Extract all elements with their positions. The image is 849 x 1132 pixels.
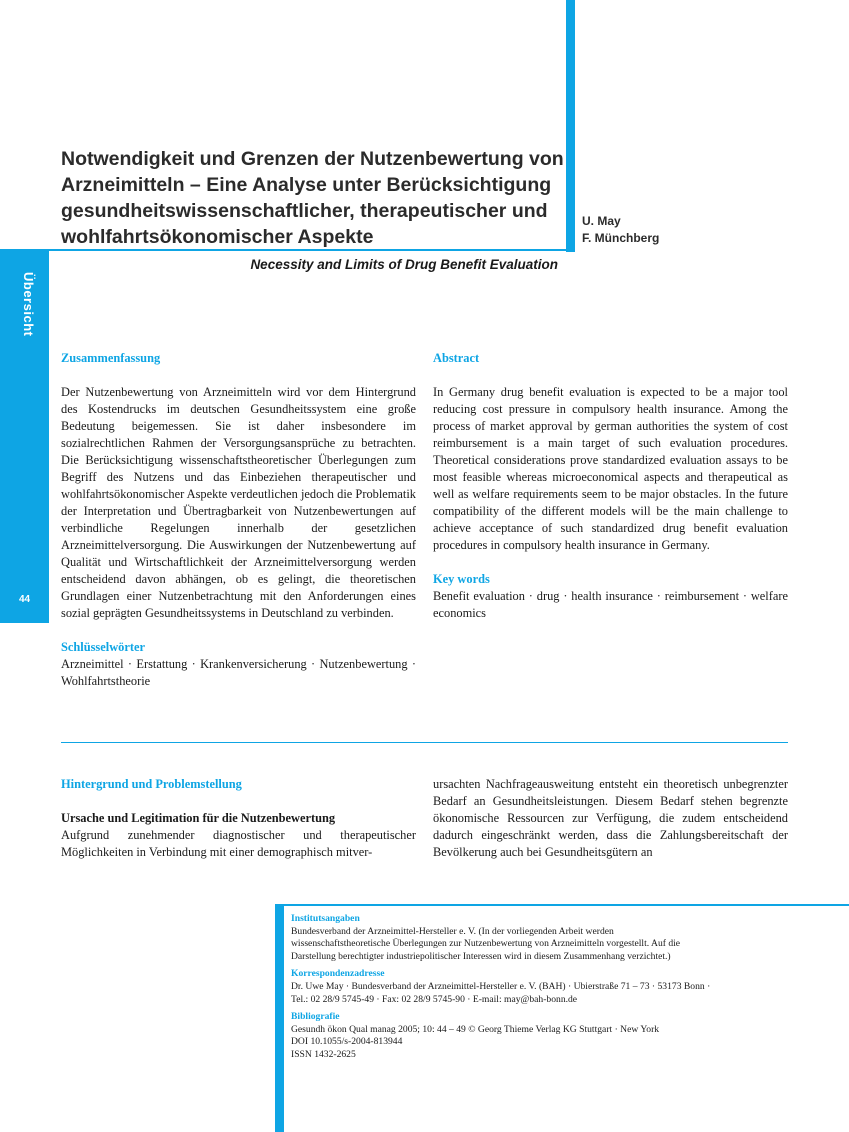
- institut-line: Darstellung berechtigter industriepolitischer Interessen wird in diesem Zusammenhang verzichtet.): [291, 950, 671, 962]
- institut-group: [291, 913, 811, 963]
- institut-heading: Institutsangaben: [291, 913, 360, 924]
- bibliografie-line: ISSN 1432-2625: [291, 1048, 356, 1060]
- body-right-column: [433, 776, 788, 861]
- bibliografie-line: Gesundh ökon Qual manag 2005; 10: 44 – 49 © Georg Thieme Verlag KG Stuttgart · New York: [291, 1023, 660, 1035]
- body-left-column: [61, 776, 416, 861]
- top-accent-bar: [566, 0, 575, 252]
- bibliografie-line: DOI 10.1055/s-2004-813944: [291, 1036, 403, 1048]
- korrespondenz-line: Dr. Uwe May · Bundesverband der Arzneimittel-Hersteller e. V. (BAH) · Ubierstraße 71 – 73 · 53173 Bonn ·: [291, 980, 711, 992]
- author-list: [582, 213, 659, 247]
- author-name: U. May: [582, 214, 621, 228]
- section-divider: [61, 742, 788, 743]
- subsection-heading: Ursache und Legitimation für die Nutzenbewertung: [61, 811, 336, 825]
- korrespondenz-group: [291, 968, 811, 1006]
- section-heading: Hintergrund und Problemstellung: [61, 777, 242, 791]
- korrespondenz-heading: Korrespondenzadresse: [291, 968, 385, 980]
- schluesselwoerter-heading: Schlüsselwörter: [61, 640, 145, 654]
- side-tab-label: Übersicht: [21, 272, 36, 337]
- bibliografie-heading: Bibliografie: [291, 1011, 340, 1023]
- zusammenfassung-section: [61, 350, 416, 690]
- key-words-text: Benefit evaluation · drug · health insurance · reimbursement · welfare economics: [433, 589, 788, 620]
- article-subtitle: Necessity and Limits of Drug Benefit Evaluation: [250, 257, 558, 272]
- body-text-right: ursachten Nachfrageausweitung entsteht ein theoretisch unbegrenzter Bedarf an Gesundheitsleistungen. Diesem Bedarf stehen begrenzte ökonomische Ressourcen zur Verfügung, die zudem entscheidend dadurch eingeschränkt werden, dass die Zahlungsbereitschaft der Bevölkerung auch bei Gesundheitsgütern an: [433, 777, 788, 859]
- institut-line: wissenschaftstheoretische Überlegungen zur Nutzenbewertung von Arzneimitteln vorgestellt. Auf die: [291, 938, 681, 950]
- article-title: Notwendigkeit und Grenzen der Nutzenbewertung von Arzneimitteln – Eine Analyse unter Berücksichtigung gesundheitswissenschaftlicher, therapeutischer und wohlfahrtsökonomischer Aspekte: [61, 148, 564, 248]
- korrespondenz-line: Tel.: 02 28/9 5745-49 · Fax: 02 28/9 5745-90 · E-mail: may@bah-bonn.de: [291, 993, 578, 1005]
- key-words-heading: Key words: [433, 572, 490, 586]
- info-box: [291, 913, 811, 1067]
- info-box-top-rule: [275, 904, 849, 906]
- institut-line: Bundesverband der Arzneimittel-Hersteller e. V. (In der vorliegenden Arbeit werden: [291, 925, 614, 937]
- body-text-left: Aufgrund zunehmender diagnostischer und therapeutischer Möglichkeiten in Verbindung mit einer demographisch mitver-: [61, 828, 416, 859]
- schluesselwoerter-text: Arzneimittel · Erstattung · Krankenversicherung · Nutzenbewertung · Wohlfahrtstheorie: [61, 657, 416, 688]
- page-number: 44: [18, 594, 31, 605]
- abstract-text: In Germany drug benefit evaluation is expected to be a major tool reducing cost pressure in compulsory health insurance. Among the process of market approval by german authorities the system of cost reimbursement is a main target of such evaluation procedures. Theoretical considerations prove standardized evaluation assays to be most feasible whereas microeconomical aspects and therapeutical as well as welfare requirements seem to be major obstacles. In the future compatibility of the different models will be the main challenge to achieve acceptance of such standardized drug benefit evaluation procedures in compulsory health insurance in Germany.: [433, 385, 788, 552]
- author-name: F. Münchberg: [582, 231, 660, 245]
- zusammenfassung-text: Der Nutzenbewertung von Arzneimitteln wird vor dem Hintergrund des Kostendrucks im deutschen Gesundheitssystem eine große Bedeutung beigemessen. Sie ist daher insbesondere im sozialrechtlichen Rahmen der Versorgungsansprüche zu betrachten. Die Berücksichtigung wissenschaftstheoretischer Überlegungen zum Begriff des Nutzens und das Einbeziehen therapeutischer und wohlfahrtsökonomischer Aspekte verdeutlichen jedoch die Problematik der Interpretation und Übertragbarkeit von Nutzenbewertungen auf verbindliche Regelungen innerhalb der gesetzlichen Arzneimittelversorgung. Die Auswirkungen der Nutzenbewertung auf Qualität und Wirtschaftlichkeit der Arzneimittelversorgung werden entscheidend davon abhängen, ob es gelingt, die theoretischen Grundlagen einer Nutzenbetrachtung mit den Anforderungen eines sozial geprägten Gesundheitssystems in Deutschland zu verbinden.: [61, 385, 416, 620]
- bibliografie-group: [291, 1011, 811, 1061]
- abstract-section: [433, 350, 788, 622]
- abstract-heading: Abstract: [433, 351, 480, 365]
- zusammenfassung-heading: Zusammenfassung: [61, 351, 161, 365]
- info-box-side-bar: [275, 905, 284, 1132]
